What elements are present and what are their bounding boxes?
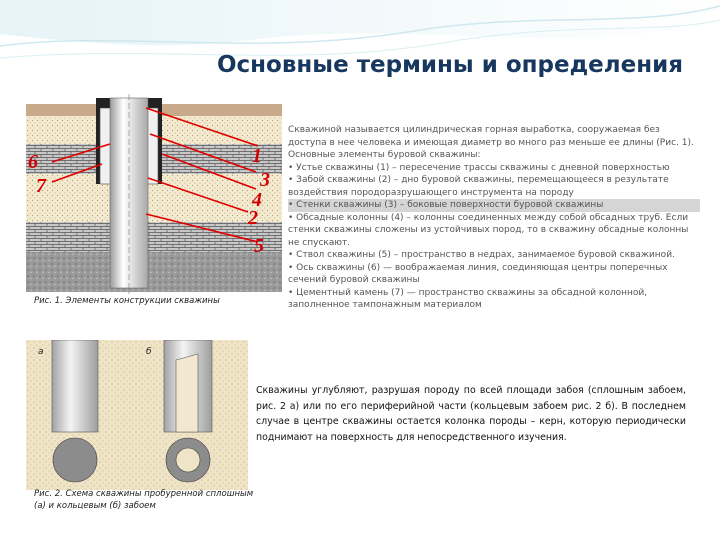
slide-title: Основные термины и определения xyxy=(216,52,683,78)
drilling-paragraph: Скважины углубляют, разрушая породу по всей площади забоя (сплошным забоем, рис. 2 а) или по его периферийной части (кольцевым забоем рис. 2 б). В последнем случае в центре скважины остается колонка породы – керн, которую периодически поднимают на поверхность для непосредственного изучения. xyxy=(256,385,686,443)
label-1: 1 xyxy=(252,145,262,167)
figure-1-caption: Рис. 1. Элементы конструкции скважины xyxy=(34,296,220,306)
label-5: 5 xyxy=(254,235,264,257)
definition-item: • Ось скважины (6) — воображаемая линия, соединяющая центры поперечных сечений буровой скважины xyxy=(288,262,668,285)
solid-bore xyxy=(52,340,98,432)
label-7: 7 xyxy=(36,175,46,197)
solid-bottom-section xyxy=(53,438,97,482)
bottom-hole-figure xyxy=(26,340,248,490)
definition-item: • Стенки скважины (3) – боковые поверхности буровой скважины xyxy=(288,199,700,212)
definition-item: • Обсадные колонны (4) – колонны соединенных между собой обсадных труб. Если стенки скважины сложены из устойчивых пород, то в скважину обсадные колонны не спускают. xyxy=(288,212,689,248)
definition-intro: Скважиной называется цилиндрическая горная выработка, сооружаемая без доступа в нее человека и имеющая диаметр во много раз меньше ее длины (Рис. 1). xyxy=(288,125,694,148)
definition-heading: Основные элементы буровой скважины: xyxy=(288,150,481,160)
gravel-layer xyxy=(26,252,282,292)
definition-item: • Устье скважины (1) – пересечение трассы скважины с дневной поверхностью xyxy=(288,162,670,173)
rock-layer xyxy=(26,222,282,252)
figure-2-caption: Рис. 2. Схема скважины пробуренной сплошным (а) и кольцевым (б) забоем xyxy=(34,489,254,511)
label-a: а xyxy=(38,347,44,357)
label-2: 2 xyxy=(248,207,258,229)
well-construction-figure xyxy=(26,94,282,294)
label-6: 6 xyxy=(28,151,38,173)
core-section xyxy=(176,448,200,472)
core-column xyxy=(176,354,198,432)
definition-item: • Забой скважины (2) – дно буровой скважины, перемещающееся в результате воздействия породоразрушающего инструмента на породу xyxy=(288,175,669,198)
definition-item: • Ствол скважины (5) – пространство в недрах, занимаемое буровой скважиной. xyxy=(288,250,675,260)
label-b: б xyxy=(146,347,152,357)
definitions-list xyxy=(288,124,700,312)
label-3: 3 xyxy=(260,169,270,191)
definition-item: • Цементный камень (7) — пространство скважины за обсадной колонной, заполненное тампонажным материалом xyxy=(288,287,648,310)
label-4: 4 xyxy=(252,189,262,211)
